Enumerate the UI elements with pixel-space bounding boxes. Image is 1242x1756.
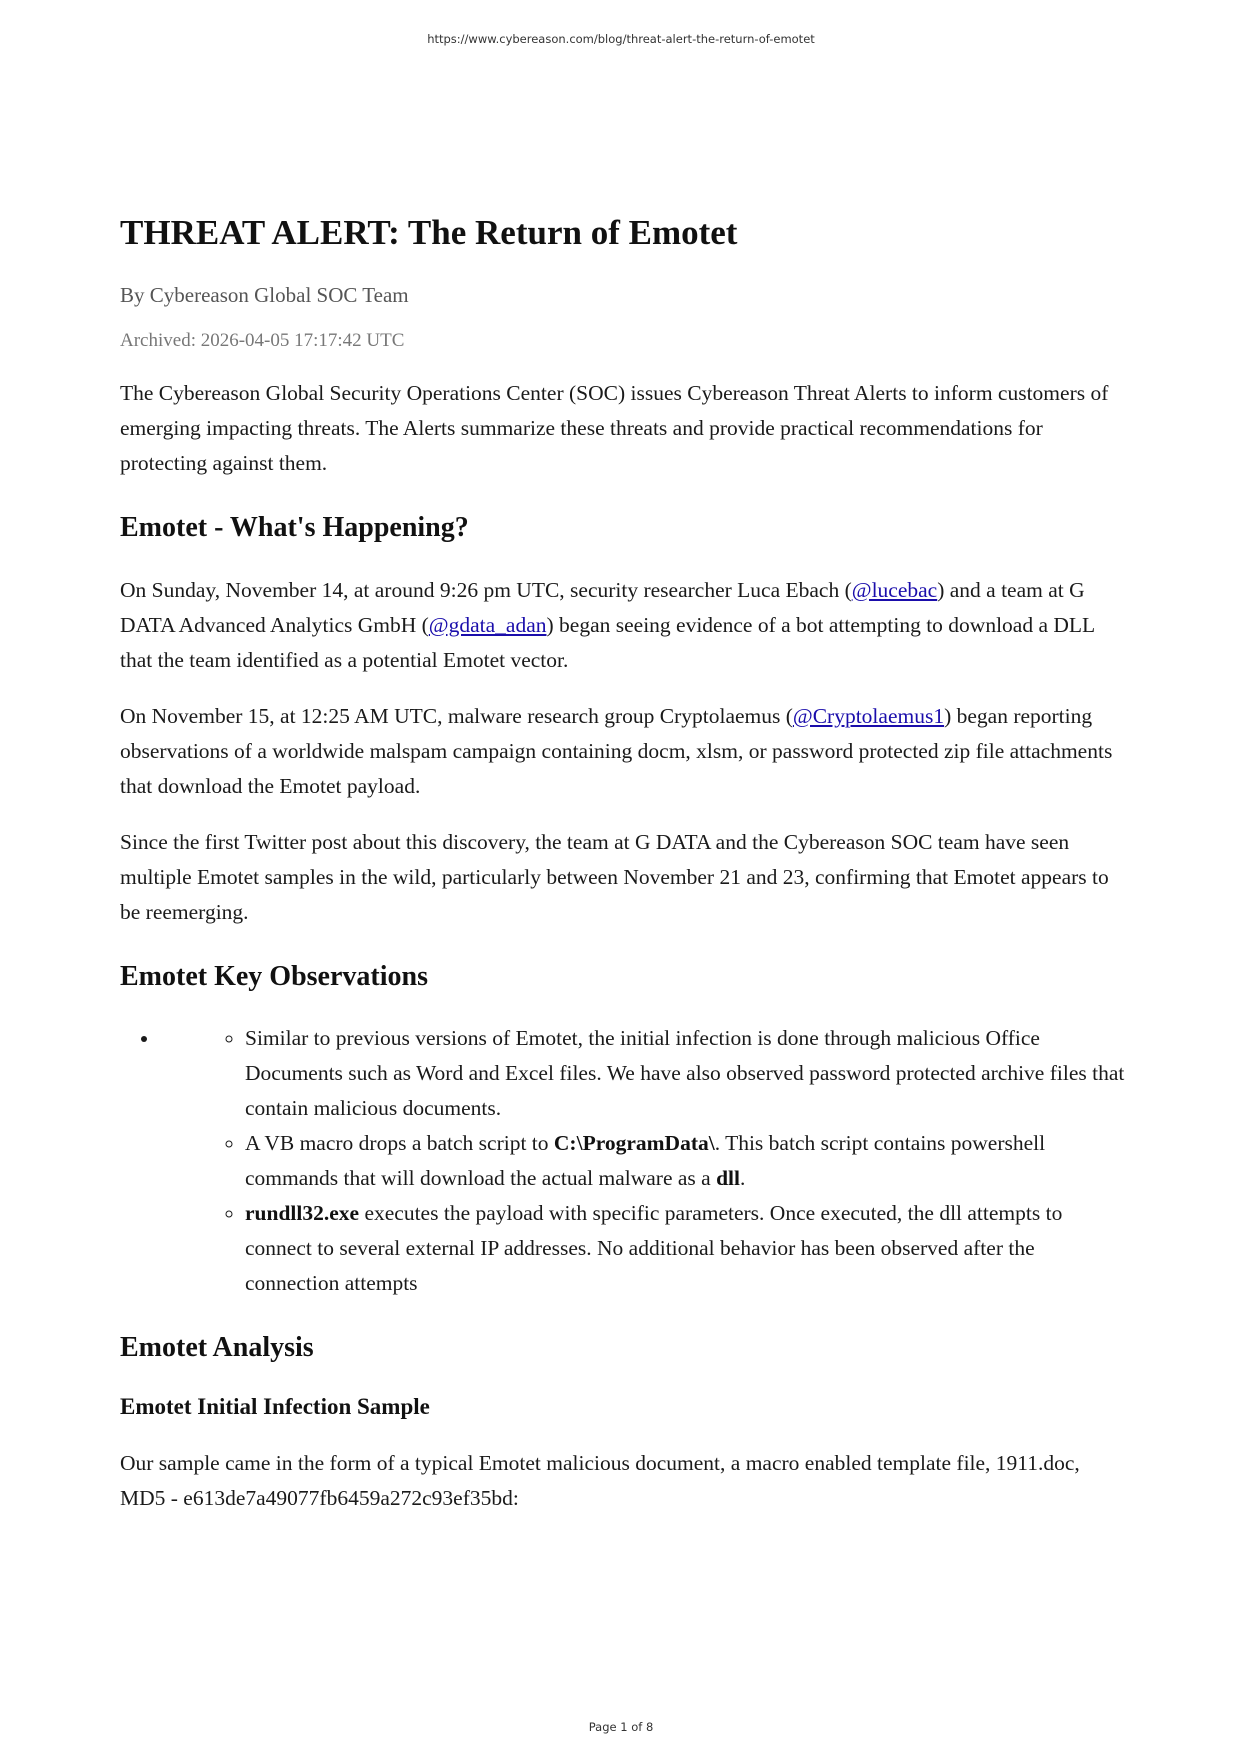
observations-sublist: [160, 1021, 1125, 1301]
list-item: ◦ A VB macro drops a batch script to C:\ProgramData\. This batch script contains powershell commands that will download the actual malware as a dll.: [245, 1126, 1125, 1196]
twitter-link-gdata-adan[interactable]: @gdata_adan: [428, 612, 547, 637]
twitter-link-cryptolaemus1[interactable]: @Cryptolaemus1: [792, 703, 945, 728]
observations-list: [120, 1021, 1125, 1301]
subsection-heading-initial-infection: Emotet Initial Infection Sample: [120, 1393, 430, 1419]
twitter-link-lucebac[interactable]: @lucebac: [851, 577, 938, 602]
intro-paragraph: The Cybereason Global Security Operations Center (SOC) issues Cybereason Threat Alerts to inform customers of emerging impacting threats. The Alerts summarize these threats and provide practical recommendations for protecting against them.: [120, 380, 1109, 475]
paragraph-sample: Our sample came in the form of a typical Emotet malicious document, a macro enabled template file, 1911.doc, MD5 - e613de7a49077fb6459a272c93ef35bd:: [120, 1451, 1080, 1511]
article-byline: By Cybereason Global SOC Team: [120, 283, 409, 307]
section-heading-whats-happening: Emotet - What's Happening?: [120, 511, 469, 543]
page-number-footer: Page 1 of 8: [588, 1720, 654, 1734]
list-item: ◦ • Similar to previous versions of Emotet, the initial infection is done through malicious Office Documents such as Word and Excel files. We have also observed password protected archive files that contain malicious documents.: [245, 1021, 1125, 1126]
section-heading-key-observations: Emotet Key Observations: [120, 960, 428, 992]
list-item: [160, 1021, 1125, 1301]
section-heading-analysis: Emotet Analysis: [120, 1332, 314, 1364]
article: [120, 212, 1125, 1537]
list-item: ◦ rundll32.exe executes the payload with specific parameters. Once executed, the dll attempts to connect to several external IP addresses. No additional behavior has been observed after the connection attempts: [245, 1196, 1125, 1301]
page-url-header: https://www.cybereason.com/blog/threat-alert-the-return-of-emotet: [427, 32, 815, 46]
paragraph-reemerging: Since the first Twitter post about this discovery, the team at G DATA and the Cybereason SOC team have seen multiple Emotet samples in the wild, particularly between November 21 and 23, confirming that Emotet appears to be reemerging.: [120, 829, 1109, 924]
paragraph-cryptolaemus: On November 15, at 12:25 AM UTC, malware research group Cryptolaemus (@Cryptolaemus1) began reporting observations of a worldwide malspam campaign containing docm, xlsm, or password protected zip file attachments that download the Emotet payload.: [120, 703, 1113, 798]
paragraph-discovery: On Sunday, November 14, at around 9:26 pm UTC, security researcher Luca Ebach (@lucebac) and a team at G DATA Advanced Analytics GmbH (@gdata_adan) began seeing evidence of a bot attempting to download a DLL that the team identified as a potential Emotet vector.: [120, 577, 1095, 672]
archived-timestamp: Archived: 2026-04-05 17:17:42 UTC: [120, 330, 405, 352]
article-title: THREAT ALERT: The Return of Emotet: [120, 213, 738, 252]
